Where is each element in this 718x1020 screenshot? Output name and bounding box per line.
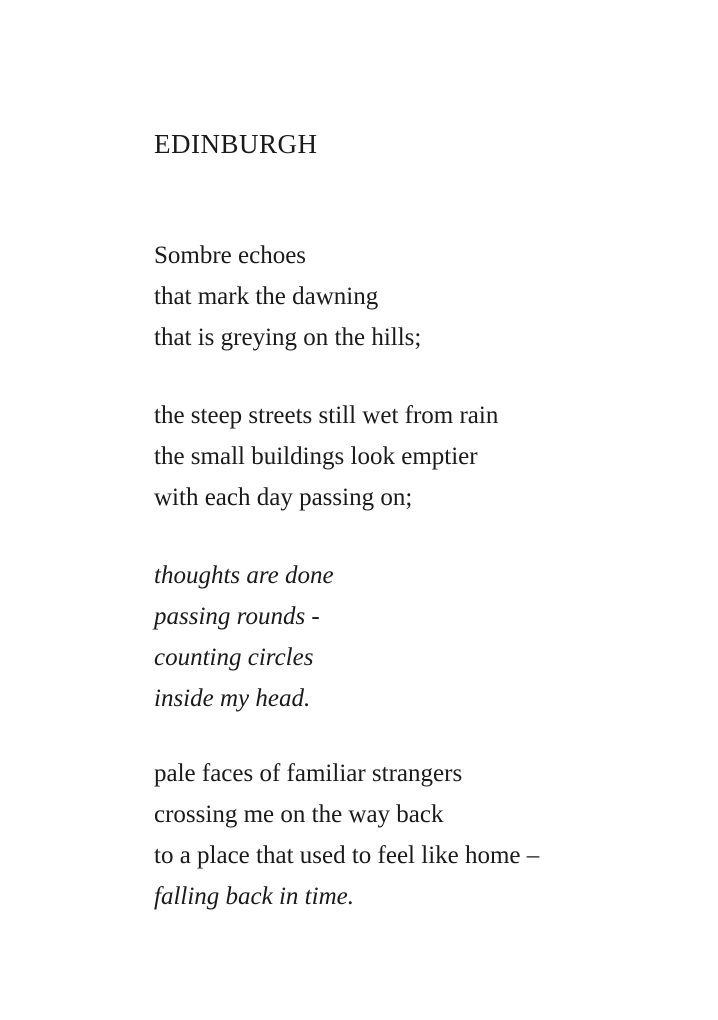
stanza-1 bbox=[154, 235, 694, 358]
poem-body bbox=[154, 235, 694, 954]
poem-line: the small buildings look emptier bbox=[154, 443, 478, 470]
poem-line: to a place that used to feel like home – bbox=[154, 842, 540, 869]
poem-line: that mark the dawning bbox=[154, 283, 379, 310]
poem-line: that is greying on the hills; bbox=[154, 324, 422, 351]
poem-line: pale faces of familiar strangers bbox=[154, 760, 463, 787]
stanza-3 bbox=[154, 555, 694, 719]
stanza-4 bbox=[154, 753, 694, 917]
stanza-2 bbox=[154, 395, 694, 518]
poem-line-italic: counting circles bbox=[154, 644, 314, 671]
poem-line: with each day passing on; bbox=[154, 484, 413, 511]
poem-line: the steep streets still wet from rain bbox=[154, 402, 499, 429]
poem-line-italic: thoughts are done bbox=[154, 562, 334, 589]
poem-line: crossing me on the way back bbox=[154, 801, 444, 828]
poem-line-italic: inside my head. bbox=[154, 685, 311, 712]
poem-line-italic: passing rounds - bbox=[154, 603, 320, 630]
poem-title: EDINBURGH bbox=[154, 129, 318, 159]
poem-line: Sombre echoes bbox=[154, 242, 307, 269]
poem-line-italic: falling back in time. bbox=[154, 883, 354, 910]
